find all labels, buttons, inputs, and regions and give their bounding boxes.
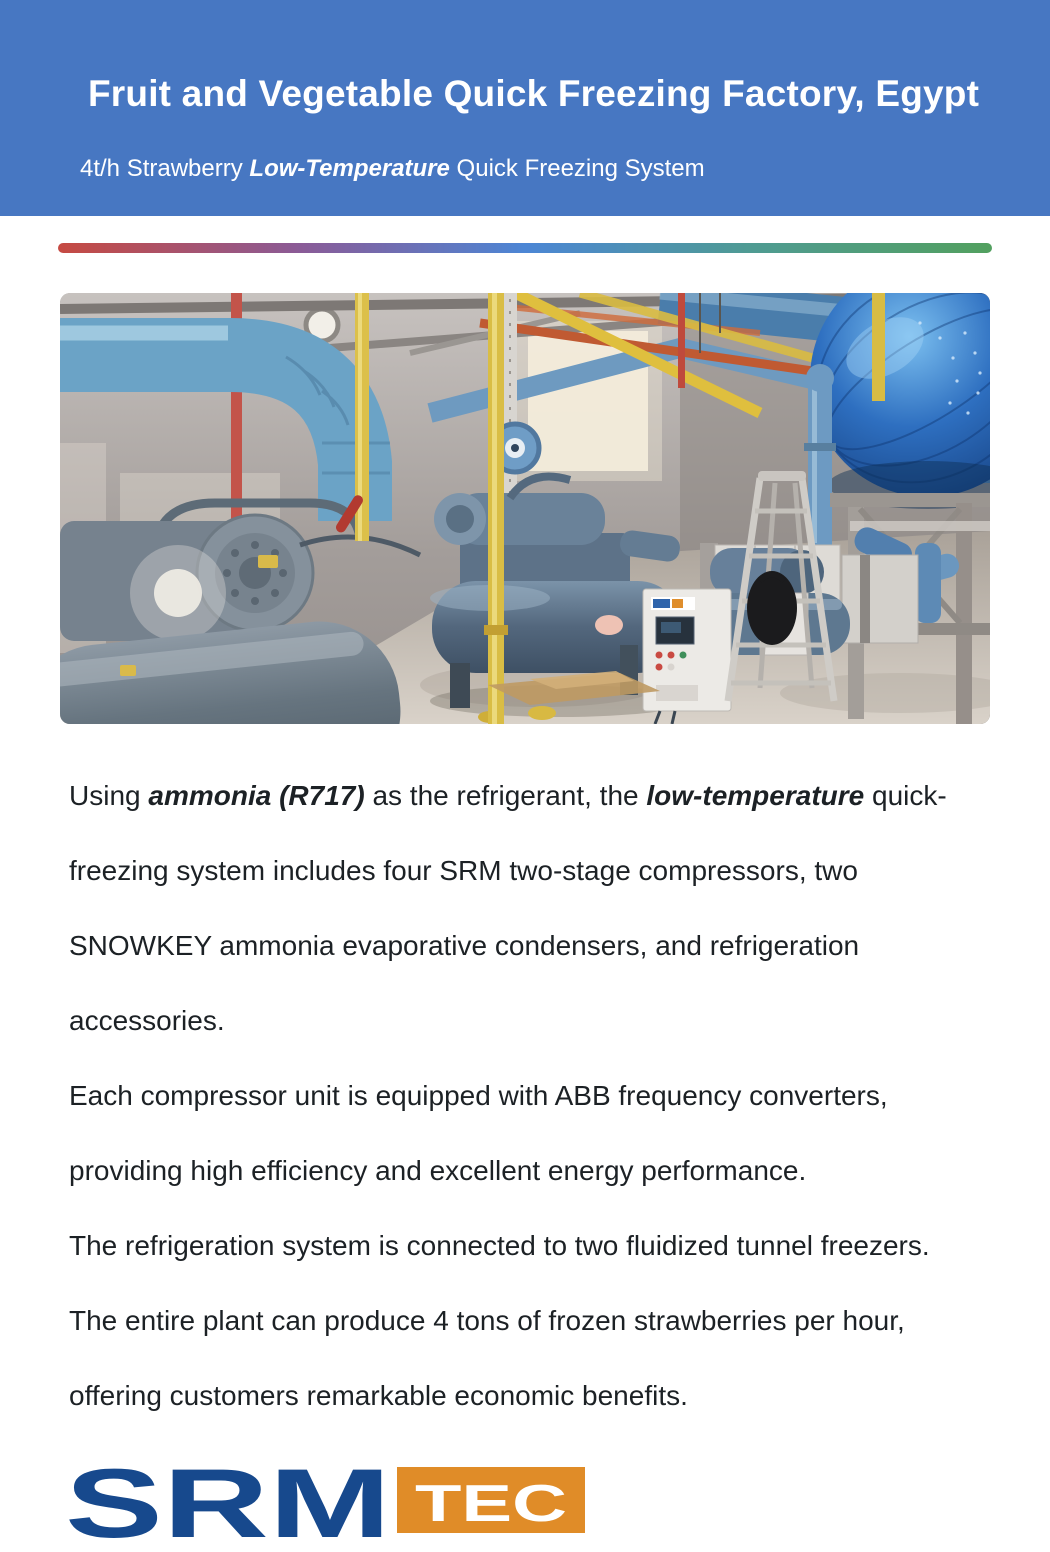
body-text: quick-freezing system includes four SRM two-stage compressors, two SNOWKEY ammonia evaporative condensers, and refrigeration accessories.	[69, 780, 947, 1036]
machine-room-photo	[60, 293, 990, 724]
article	[69, 758, 975, 1433]
srmtec-logo	[65, 1463, 595, 1547]
company-logo	[65, 1463, 1050, 1547]
logo-tec-text: TEC	[415, 1475, 567, 1533]
subtitle-text: Quick Freezing System	[449, 155, 705, 182]
logo-srm-text: SRM	[65, 1463, 391, 1547]
gradient-divider	[58, 243, 992, 253]
body-text: Each compressor unit is equipped with ABB frequency converters, providing high efficiency and excellent energy performance.	[69, 1080, 888, 1186]
page-title: Fruit and Vegetable Quick Freezing Factory, Egypt	[88, 73, 980, 114]
article-paragraph	[69, 1283, 975, 1433]
backpack	[747, 571, 797, 645]
body-text: The entire plant can produce 4 tons of frozen strawberries per hour, offering customers remarkable economic benefits.	[69, 1305, 905, 1411]
article-paragraph	[69, 1058, 975, 1208]
machine-room-illustration	[60, 293, 990, 724]
emphasis-text: low-temperature	[646, 780, 865, 811]
page-subtitle	[80, 154, 1050, 183]
article-paragraph	[69, 1208, 975, 1283]
article-paragraph	[69, 758, 975, 1058]
emphasis-text: ammonia (R717)	[148, 780, 365, 811]
subtitle-text: 4t/h Strawberry	[80, 155, 250, 182]
body-text: as the refrigerant, the	[364, 780, 647, 811]
body-text: Using	[69, 780, 149, 811]
subtitle-emphasis: Low-Temperature	[249, 155, 450, 182]
body-text: The refrigeration system is connected to two fluidized tunnel freezers.	[69, 1230, 930, 1261]
header-banner	[0, 0, 1050, 216]
